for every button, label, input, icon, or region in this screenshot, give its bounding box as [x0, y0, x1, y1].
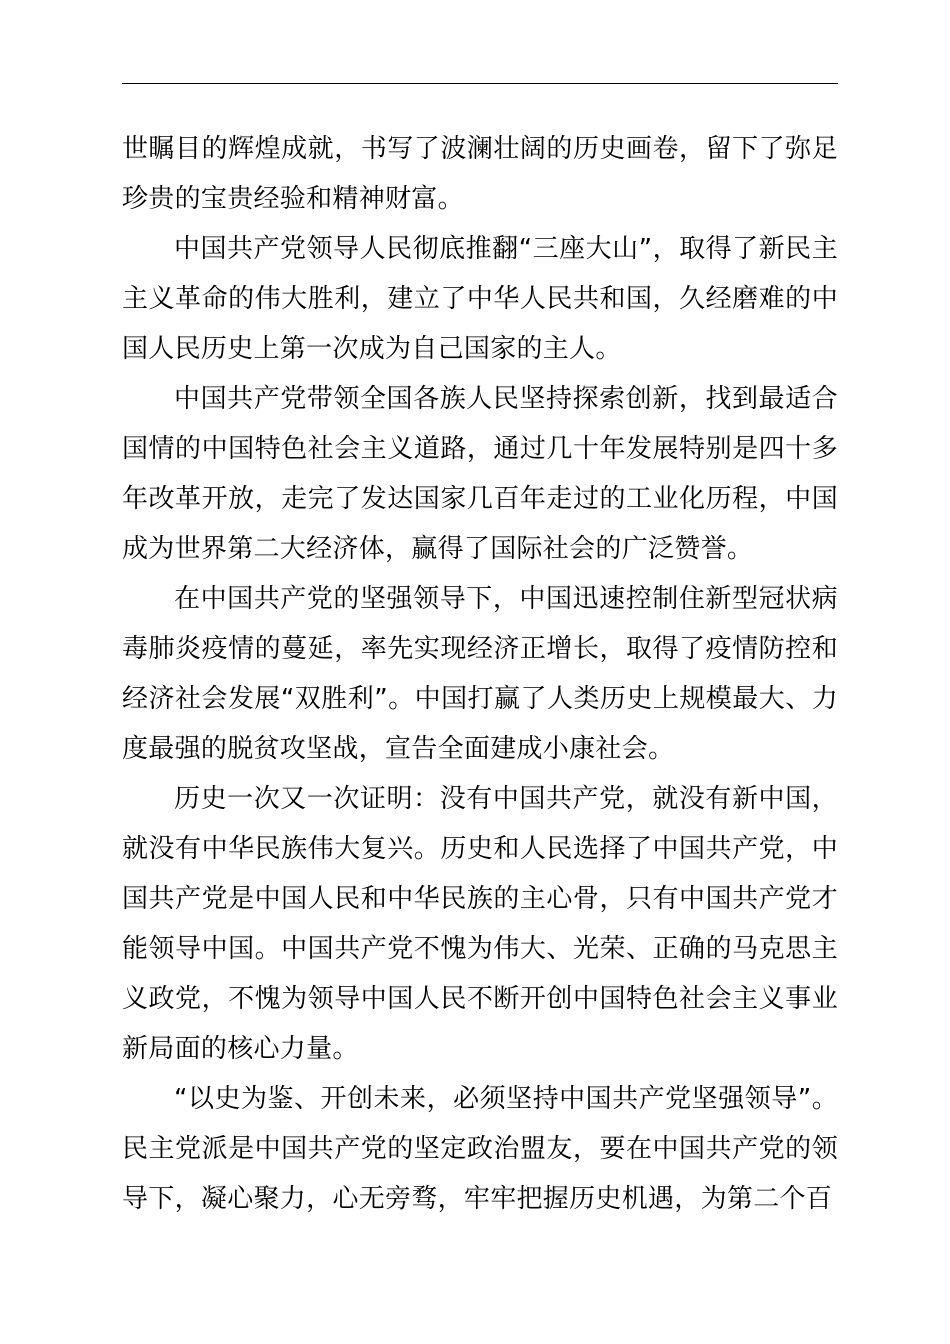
paragraph-1: 世瞩目的辉煌成就，书写了波澜壮阔的历史画卷，留下了弥足珍贵的宝贵经验和精神财富。: [122, 134, 838, 214]
paragraph-5: 历史一次又一次证明：没有中国共产党，就没有新中国，就没有中华民族伟大复兴。历史和人民选择了中国共产党，中国共产党是中国人民和中华民族的主心骨，只有中国共产党才能领导中国。中国共产党不愧为伟大、光荣、正确的马克思主义政党，不愧为领导中国人民不断开创中国特色社会主义事业新局面的核心力量。: [122, 784, 838, 1064]
paragraph-3: 中国共产党带领全国各族人民坚持探索创新，找到最适合国情的中国特色社会主义道路，通过几十年发展特别是四十多年改革开放，走完了发达国家几百年走过的工业化历程，中国成为世界第二大经济体，赢得了国际社会的广泛赞誉。: [122, 384, 838, 564]
paragraph-6: “以史为鉴、开创未来，必须坚持中国共产党坚强领导”。民主党派是中国共产党的坚定政治盟友，要在中国共产党的领导下，凝心聚力，心无旁骛，牢牢把握历史机遇，为第二个百: [122, 1084, 838, 1214]
header-rule: [122, 83, 838, 84]
document-body: [122, 124, 838, 1224]
paragraph-2: 中国共产党领导人民彻底推翻“三座大山”，取得了新民主主义革命的伟大胜利，建立了中华人民共和国，久经磨难的中国人民历史上第一次成为自己国家的主人。: [122, 234, 838, 364]
paragraph-4: 在中国共产党的坚强领导下，中国迅速控制住新型冠状病毒肺炎疫情的蔓延，率先实现经济正增长，取得了疫情防控和经济社会发展“双胜利”。中国打赢了人类历史上规模最大、力度最强的脱贫攻坚战，宣告全面建成小康社会。: [122, 584, 838, 764]
